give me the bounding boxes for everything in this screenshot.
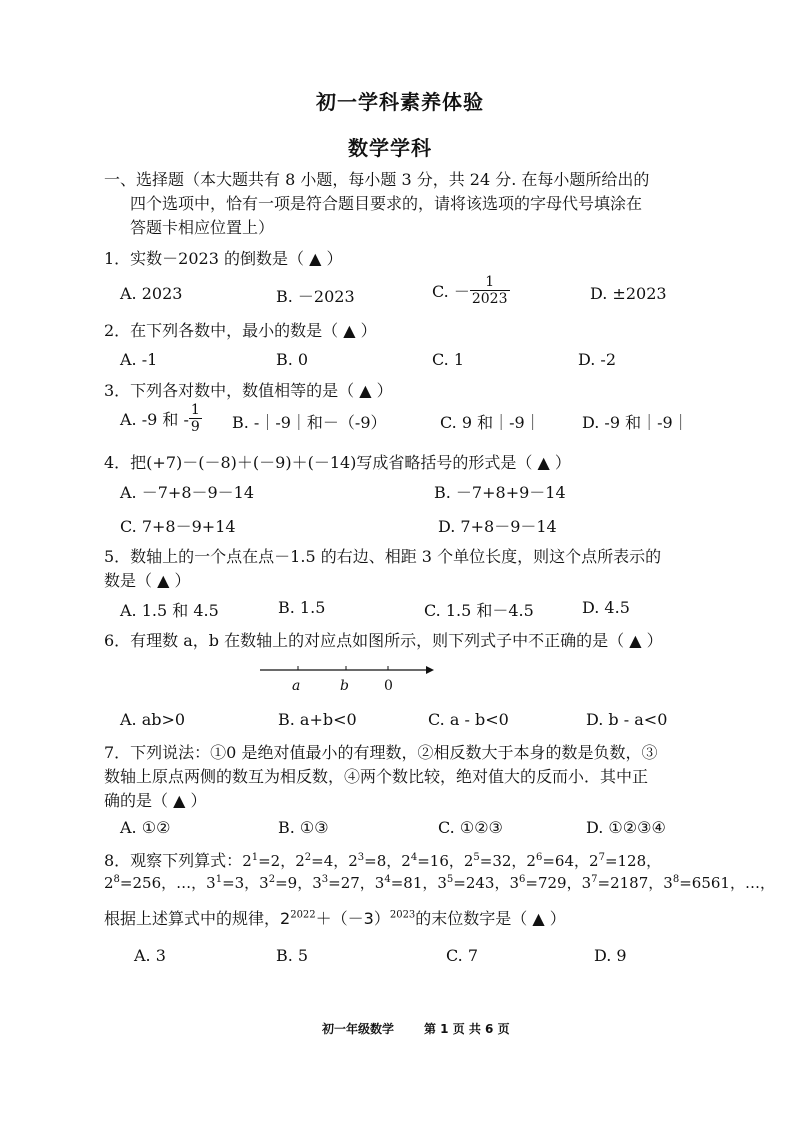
question-7-stem: 7．下列说法：①0 是绝对值最小的有理数，②相反数大于本身的数是负数，③ <box>104 743 658 762</box>
section-instructions-line2: 四个选项中，恰有一项是符合题目要求的，请将该选项的字母代号填涂在 <box>130 194 643 213</box>
q5-option-b: B. 1.5 <box>278 598 326 617</box>
q1-frac-num: 1 <box>470 274 510 291</box>
ellipsis-1: …， <box>176 874 207 892</box>
q3-fraction <box>189 402 202 435</box>
q7-option-c: C. ①②③ <box>438 818 503 837</box>
q4-option-b: B. －7+8+9－14 <box>434 483 566 502</box>
q6-option-c: C. a - b<0 <box>428 710 509 729</box>
q1-frac-den: 2023 <box>471 291 508 307</box>
q1-option-d: D. ±2023 <box>590 284 667 303</box>
q1-option-c-label: C. － <box>432 282 470 301</box>
footer-page-number: 第 1 页 共 6 页 <box>424 1022 510 1036</box>
q2-option-b: B. 0 <box>276 350 309 369</box>
question-8-line3 <box>104 906 566 929</box>
q8-expr-mid: ＋（－3） <box>315 909 390 928</box>
q2-option-c: C. 1 <box>432 350 465 369</box>
question-8-line2: $2^8=256$，…，$3^1=3$，$3^2=9$，$3^3=27$，$3^4=81$，$3^5=243$，$3^6=729$，$3^7=2187$，$3^8=6561$，…， <box>104 874 775 892</box>
q6-option-a: A. ab>0 <box>120 710 186 729</box>
q7-option-d: D. ①②③④ <box>586 818 666 837</box>
q8-option-b: B. 5 <box>276 946 309 965</box>
q2-option-d: D. -2 <box>578 350 617 369</box>
q3-frac-den: 9 <box>190 419 200 435</box>
q3-frac-num: 1 <box>190 402 200 418</box>
question-5-stem-cont: 数是（ ▲ ） <box>104 571 191 590</box>
footer-left: 初一年级数学 <box>322 1022 395 1036</box>
q4-option-a: A. －7+8－9－14 <box>120 483 255 502</box>
question-5-stem: 5．数轴上的一个点在点－1.5 的右边、相距 3 个单位长度，则这个点所表示的 <box>104 547 662 566</box>
q3-option-a <box>120 402 202 435</box>
q8-expr-exp1: 2022 <box>290 909 316 921</box>
powers-of-2-row1: $2^1=2$，$2^2=4$，$2^3=8$，$2^4=16$，$2^5=32$，$2^6=64$，$2^7=128$， <box>242 852 662 870</box>
number-line-arrow <box>426 666 434 674</box>
q2-option-a: A. -1 <box>120 350 158 369</box>
page-title: 初一学科素养体验 <box>316 90 484 114</box>
q8-option-c: C. 7 <box>446 946 479 965</box>
q8-option-a: A. 3 <box>134 946 166 965</box>
q8-expr-base1: 2 <box>280 909 291 928</box>
question-4-stem: 4．把(+7)－(－8)＋(－9)＋(－14)写成省略括号的形式是（ ▲ ） <box>104 453 571 472</box>
q4-option-d: D. 7+8－9－14 <box>438 517 557 536</box>
question-8-line1 <box>104 848 661 871</box>
axis-label-0: 0 <box>384 678 393 694</box>
q5-option-c: C. 1.5 和－4.5 <box>424 601 534 620</box>
q7-option-a: A. ①② <box>120 818 171 837</box>
q3-option-a-label: A. -9 和 - <box>120 410 189 429</box>
question-6-stem: 6．有理数 a，b 在数轴上的对应点如图所示，则下列式子中不正确的是（ ▲ ） <box>104 631 663 650</box>
question-8-stem: 8．观察下列算式： <box>104 851 243 870</box>
q1-option-a: A. 2023 <box>120 284 183 303</box>
q3-option-b: B. -｜-9｜和－（-9） <box>232 413 387 432</box>
question-1-stem: 1．实数－2023 的倒数是（ ▲ ） <box>104 249 343 268</box>
q6-option-b: B. a+b<0 <box>278 710 357 729</box>
q5-option-d: D. 4.5 <box>582 598 630 617</box>
axis-label-a: a <box>292 678 301 694</box>
q4-option-c: C. 7+8－9+14 <box>120 517 236 536</box>
q8-tail: 的末位数字是（ ▲ ） <box>415 909 566 928</box>
subject-title: 数学学科 <box>348 136 432 160</box>
q8-expr-exp2: 2023 <box>389 909 416 921</box>
section-instructions-line1: 一、选择题（本大题共有 8 小题，每小题 3 分，共 24 分. 在每小题所给出的 <box>104 170 650 189</box>
question-7-stem-end: 确的是（ ▲ ） <box>104 791 207 810</box>
q5-option-a: A. 1.5 和 4.5 <box>120 601 219 620</box>
question-3-stem: 3．下列各对数中，数值相等的是（ ▲ ） <box>104 381 393 400</box>
section-instructions-line3: 答题卡相应位置上） <box>130 218 275 237</box>
question-2-stem: 2．在下列各数中，最小的数是（ ▲ ） <box>104 321 377 340</box>
q8-option-d: D. 9 <box>594 946 627 965</box>
q1-option-b: B. －2023 <box>276 287 355 306</box>
q8-lead: 根据上述算式中的规律， <box>104 909 281 928</box>
q6-option-d: D. b - a<0 <box>586 710 668 729</box>
q3-option-d: D. -9 和｜-9｜ <box>582 413 689 432</box>
q7-option-b: B. ①③ <box>278 818 329 837</box>
q3-option-c: C. 9 和｜-9｜ <box>440 413 541 432</box>
q1-option-c <box>432 274 510 307</box>
axis-label-b: b <box>340 678 349 694</box>
question-7-stem-cont: 数轴上原点两侧的数互为相反数，④两个数比较，绝对值大的反而小．其中正 <box>104 767 649 786</box>
q1-fraction <box>470 274 510 307</box>
